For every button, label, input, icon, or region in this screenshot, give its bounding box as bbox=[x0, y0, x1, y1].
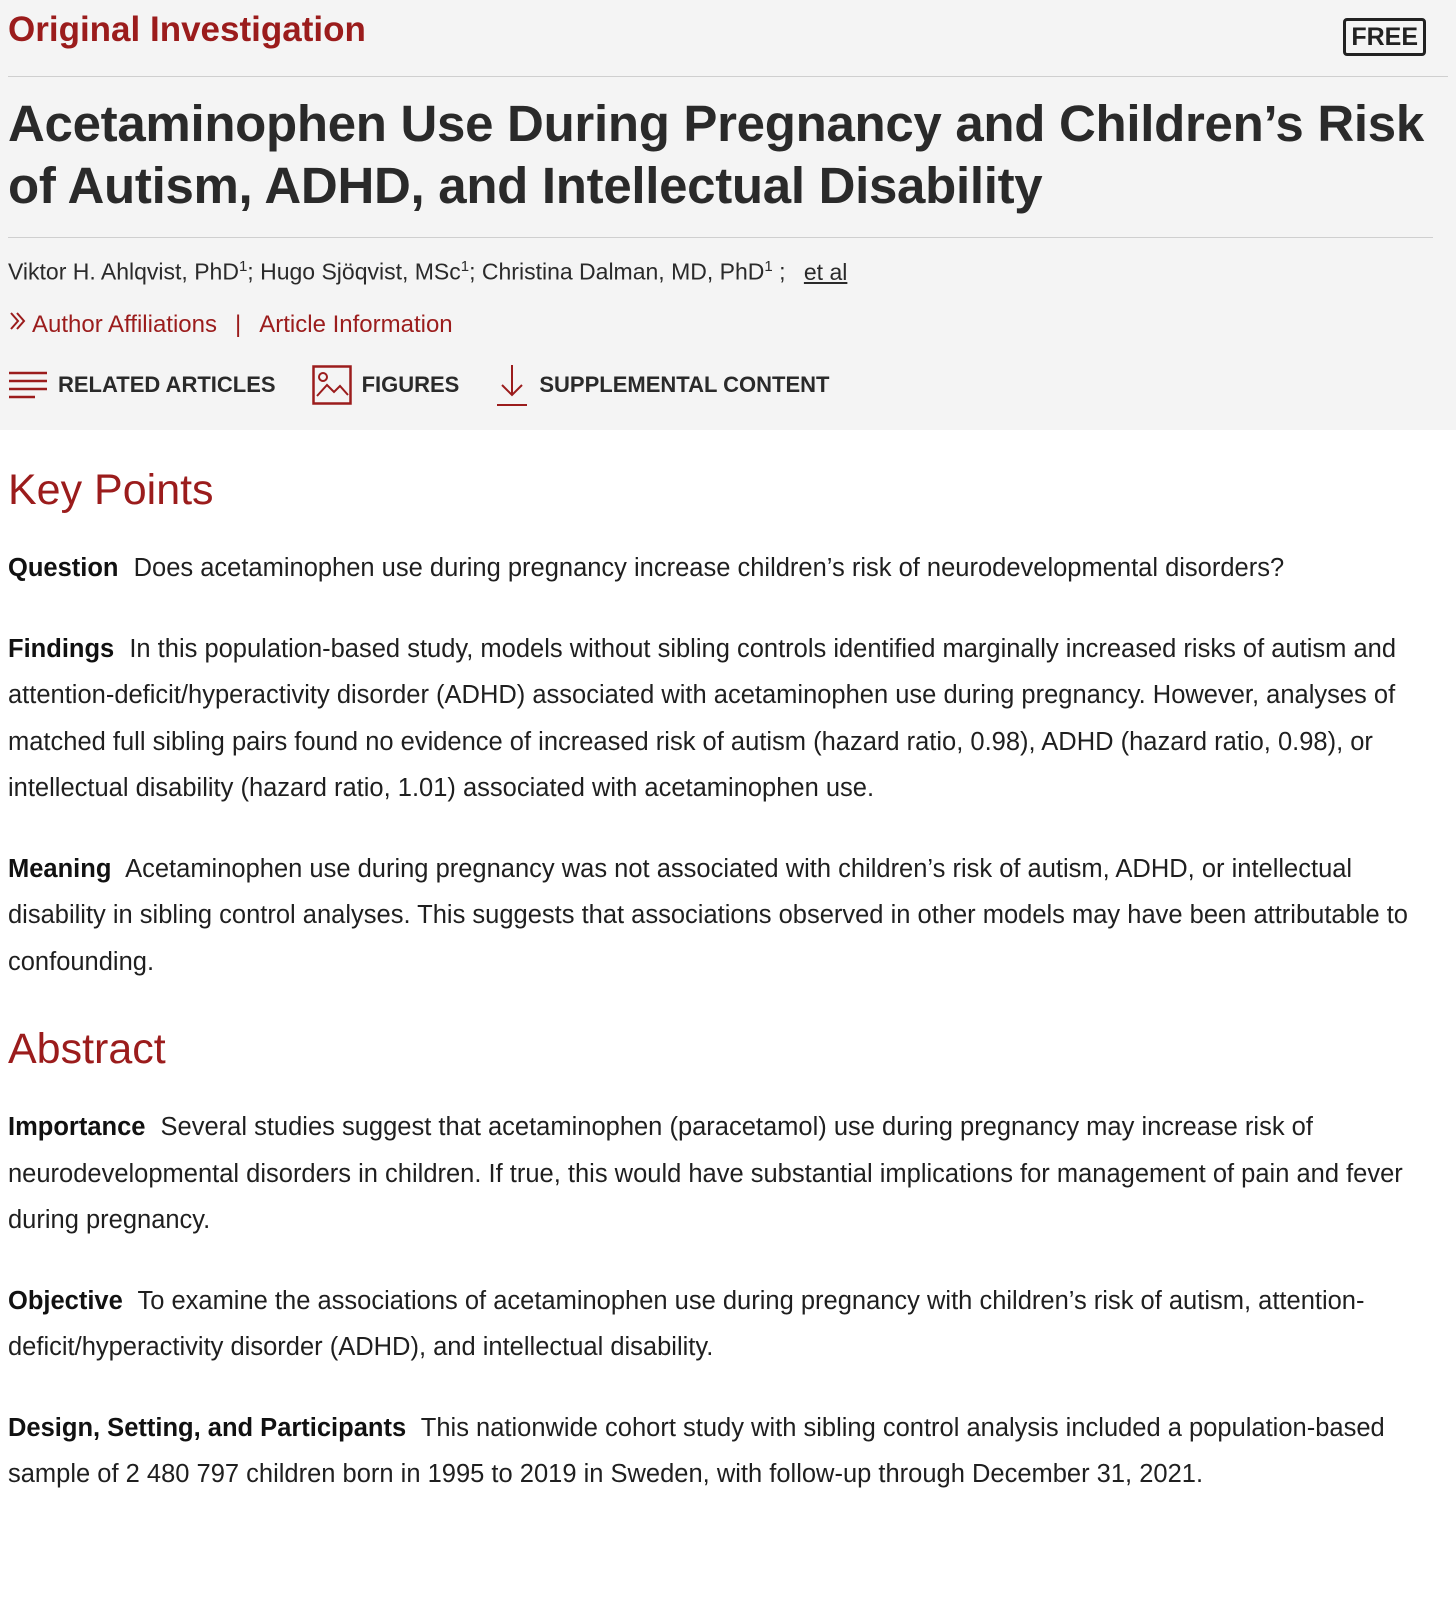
key-point-question bbox=[8, 545, 1428, 592]
section-label: Objective bbox=[8, 1286, 123, 1315]
article-info-links bbox=[8, 310, 1448, 339]
section-text: This nationwide cohort study with sibling control analysis included a population-based sample of 2 480 797 children born in 1995 to 2019 in Sweden, with follow-up through December 31, 2021. bbox=[8, 1413, 1385, 1488]
author-affiliations-label: Author Affiliations bbox=[32, 310, 218, 338]
section-text: Several studies suggest that acetaminophen (paracetamol) use during pregnancy may increase risk of neurodevelopmental disorders in children. If true, this would have substantial implications for management of pain and fever during pregnancy. bbox=[8, 1113, 1403, 1234]
article-type-label: Original Investigation bbox=[8, 10, 366, 49]
article-body bbox=[0, 430, 1456, 1498]
free-badge: FREE bbox=[1343, 18, 1426, 56]
author-affiliation-marker: 1 bbox=[460, 258, 470, 275]
section-text: To examine the associations of acetaminophen use during pregnancy with children’s risk of autism, attention-deficit/hyperactivity disorder (ADHD), and intellectual disability. bbox=[8, 1286, 1365, 1361]
author-name[interactable]: Christina Dalman, MD, PhD bbox=[481, 258, 765, 285]
article-title: Acetaminophen Use During Pregnancy and Children’s Risk of Autism, ADHD, and Intellectual Disability bbox=[8, 77, 1433, 238]
abstract-heading: Abstract bbox=[8, 1025, 166, 1073]
figures-label: FIGURES bbox=[361, 372, 460, 397]
abstract-design bbox=[8, 1405, 1428, 1498]
section-text: Acetaminophen use during pregnancy was not associated with children’s risk of autism, ADHD, or intellectual disability in sibling control analyses. This suggests that associations observed in other models may have been attributable to confounding. bbox=[8, 854, 1408, 976]
image-icon bbox=[312, 365, 352, 405]
key-point-meaning bbox=[8, 846, 1428, 986]
author-name[interactable]: Viktor H. Ahlqvist, PhD bbox=[8, 258, 239, 285]
section-label: Importance bbox=[8, 1113, 146, 1141]
section-label: Design, Setting, and Participants bbox=[8, 1413, 407, 1442]
download-icon bbox=[495, 363, 529, 407]
link-separator: | bbox=[235, 310, 242, 338]
section-label: Findings bbox=[8, 634, 115, 663]
section-label: Question bbox=[8, 554, 119, 582]
article-header bbox=[0, 0, 1456, 430]
supplemental-content-label: SUPPLEMENTAL CONTENT bbox=[539, 372, 830, 397]
section-text: Does acetaminophen use during pregnancy increase children’s risk of neurodevelopmental disorders? bbox=[133, 554, 1285, 582]
key-point-findings bbox=[8, 626, 1428, 812]
related-articles-label: RELATED ARTICLES bbox=[58, 372, 276, 397]
related-articles-button[interactable] bbox=[8, 371, 276, 399]
key-points-heading: Key Points bbox=[8, 466, 214, 514]
list-icon bbox=[8, 371, 48, 399]
author-affiliation-marker: 1 bbox=[764, 258, 773, 275]
double-chevron-right-icon bbox=[8, 310, 32, 339]
section-text: In this population-based study, models without sibling controls identified marginally increased risks of autism and attention-deficit/hyperactivity disorder (ADHD) associated with acetaminophen use during pregnancy. However, analyses of matched full sibling pairs found no evidence of increased risk of autism (hazard ratio, 0.98), ADHD (hazard ratio, 0.98), or intellectual disability (hazard ratio, 1.01) associated with acetaminophen use. bbox=[8, 634, 1397, 802]
supplemental-content-button[interactable] bbox=[495, 363, 829, 407]
author-affiliations-link[interactable] bbox=[8, 310, 217, 339]
author-list: Viktor H. Ahlqvist, PhD$^1$; Hugo Sjöqvist, MSc$^1$; Christina Dalman, MD, PhD$^1$ ; et al bbox=[8, 258, 848, 285]
section-label: Meaning bbox=[8, 854, 112, 883]
abstract-importance bbox=[8, 1104, 1428, 1244]
figures-button[interactable] bbox=[312, 365, 460, 405]
et-al-link[interactable]: et al bbox=[803, 258, 848, 285]
article-information-link[interactable]: Article Information bbox=[259, 310, 453, 338]
article-tools bbox=[8, 363, 1448, 407]
author-affiliation-marker: 1 bbox=[238, 258, 248, 275]
author-name[interactable]: Hugo Sjöqvist, MSc bbox=[260, 258, 461, 285]
header-topbar bbox=[8, 0, 1448, 77]
abstract-objective bbox=[8, 1278, 1428, 1371]
